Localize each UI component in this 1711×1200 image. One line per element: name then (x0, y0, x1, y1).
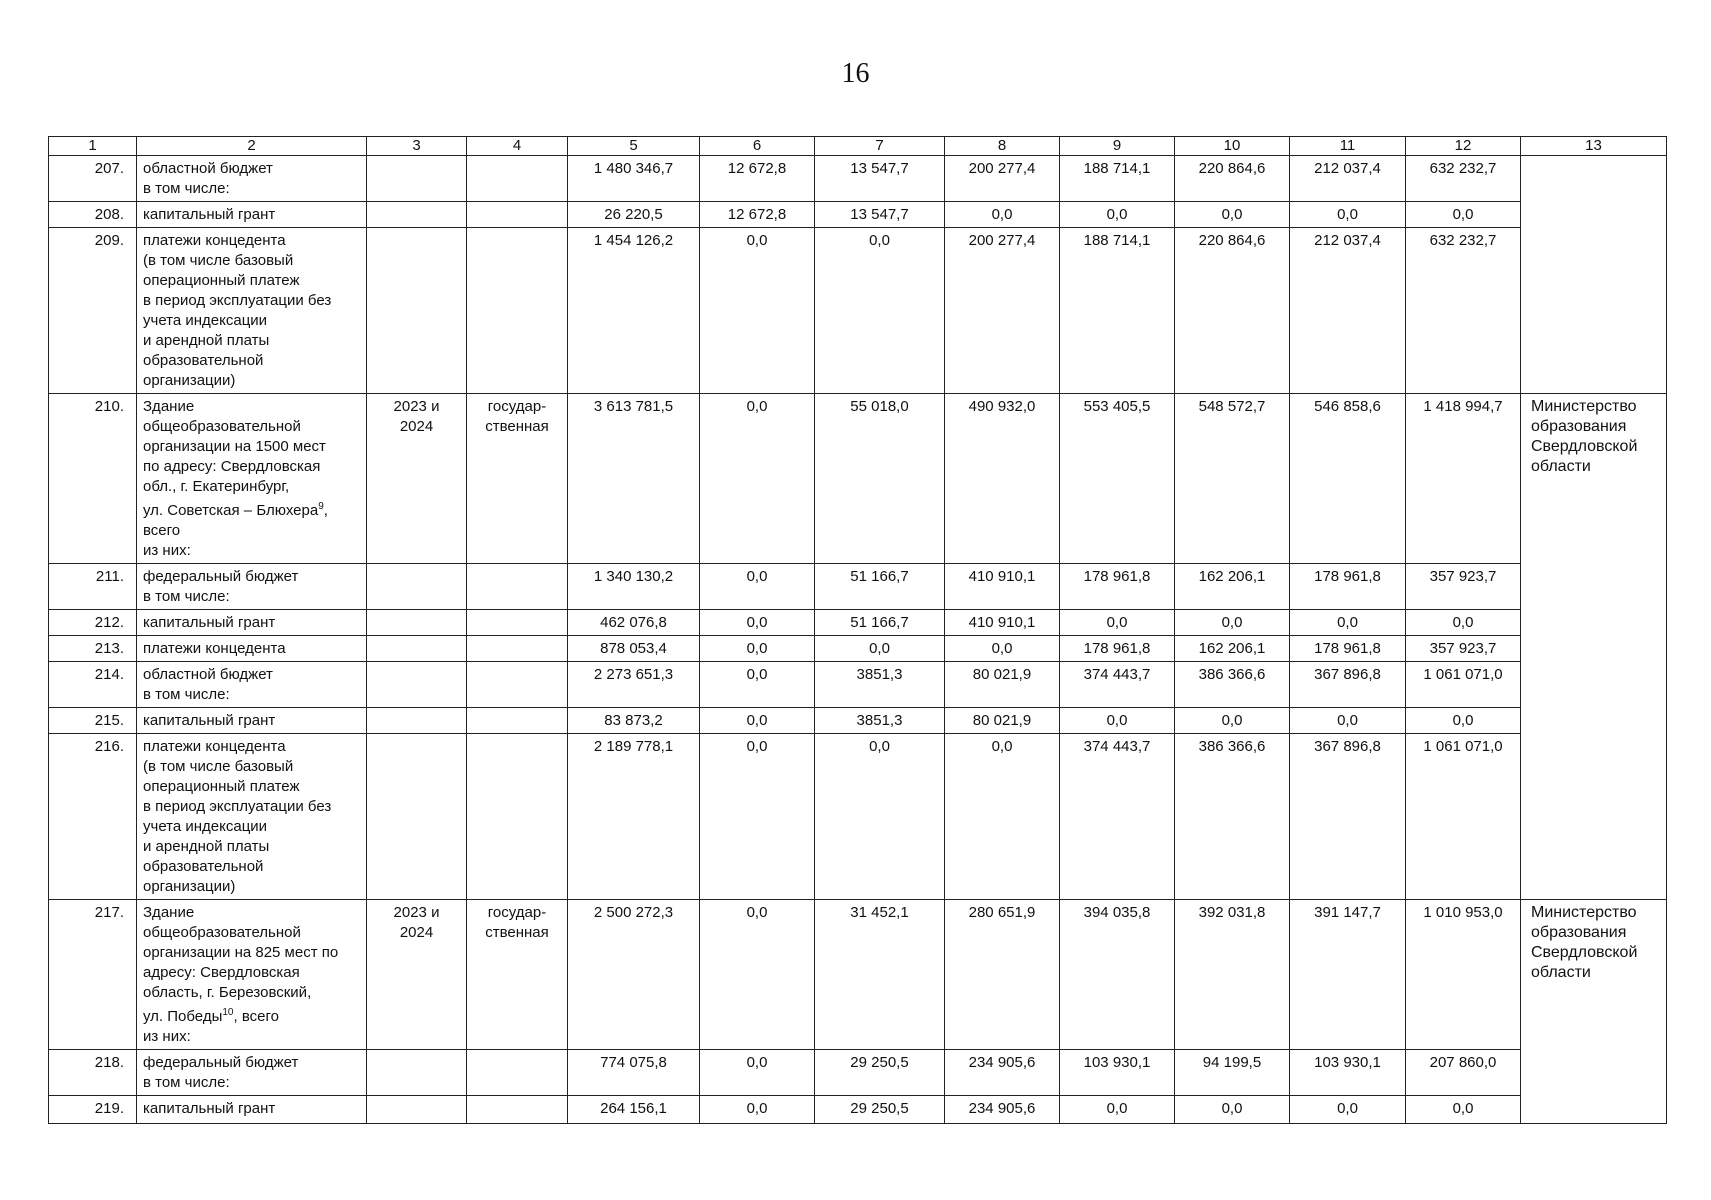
row-value-col-5: 878 053,4 (568, 636, 700, 662)
row-value-col-10: 0,0 (1175, 1096, 1290, 1124)
row-value-col-10: 0,0 (1175, 708, 1290, 734)
row-value-col-9: 188 714,1 (1060, 228, 1175, 394)
row-value-col-6: 0,0 (700, 228, 815, 394)
column-header: 11 (1290, 137, 1406, 156)
row-value-col-11: 178 961,8 (1290, 636, 1406, 662)
row-ownership (467, 662, 568, 708)
row-value-col-9: 374 443,7 (1060, 662, 1175, 708)
row-period (367, 734, 467, 900)
row-description: областной бюджет в том числе: (137, 156, 367, 202)
row-number: 216. (49, 734, 137, 900)
row-value-col-5: 2 500 272,3 (568, 900, 700, 1050)
row-value-col-10: 162 206,1 (1175, 564, 1290, 610)
row-value-col-12: 0,0 (1406, 1096, 1521, 1124)
row-value-col-11: 178 961,8 (1290, 564, 1406, 610)
header-row (49, 137, 1667, 156)
row-value-col-12: 357 923,7 (1406, 564, 1521, 610)
footnote-marker: 10 (222, 1007, 234, 1018)
table-row (49, 610, 1667, 636)
responsible-organization: Министерство образования Свердловской области (1521, 394, 1667, 900)
row-value-col-12: 207 860,0 (1406, 1050, 1521, 1096)
row-value-col-6: 0,0 (700, 564, 815, 610)
row-value-col-10: 392 031,8 (1175, 900, 1290, 1050)
row-ownership (467, 156, 568, 202)
row-ownership (467, 1096, 568, 1124)
row-value-col-9: 178 961,8 (1060, 564, 1175, 610)
row-value-col-12: 1 061 071,0 (1406, 662, 1521, 708)
row-value-col-8: 234 905,6 (945, 1050, 1060, 1096)
table-row (49, 662, 1667, 708)
row-value-col-11: 391 147,7 (1290, 900, 1406, 1050)
row-period (367, 1050, 467, 1096)
row-value-col-12: 1 061 071,0 (1406, 734, 1521, 900)
row-number: 210. (49, 394, 137, 564)
row-value-col-7: 51 166,7 (815, 610, 945, 636)
row-value-col-12: 1 418 994,7 (1406, 394, 1521, 564)
row-value-col-10: 220 864,6 (1175, 156, 1290, 202)
column-header: 8 (945, 137, 1060, 156)
row-description: платежи концедента (в том числе базовый операционный платеж в период эксплуатации без учета индексации и арендной платы образовательной организации) (137, 228, 367, 394)
row-value-col-7: 29 250,5 (815, 1096, 945, 1124)
row-value-col-5: 2 273 651,3 (568, 662, 700, 708)
row-ownership (467, 636, 568, 662)
row-value-col-7: 0,0 (815, 734, 945, 900)
row-value-col-11: 0,0 (1290, 202, 1406, 228)
row-description: федеральный бюджет в том числе: (137, 1050, 367, 1096)
row-value-col-6: 0,0 (700, 1050, 815, 1096)
table-row (49, 1050, 1667, 1096)
row-value-col-7: 31 452,1 (815, 900, 945, 1050)
row-value-col-7: 51 166,7 (815, 564, 945, 610)
row-value-col-8: 80 021,9 (945, 662, 1060, 708)
row-number: 211. (49, 564, 137, 610)
table-row (49, 900, 1667, 1050)
row-value-col-5: 462 076,8 (568, 610, 700, 636)
row-value-col-5: 1 480 346,7 (568, 156, 700, 202)
row-value-col-7: 0,0 (815, 636, 945, 662)
responsible-organization: Министерство образования Свердловской области (1521, 900, 1667, 1124)
row-value-col-8: 0,0 (945, 202, 1060, 228)
row-number: 214. (49, 662, 137, 708)
row-value-col-12: 0,0 (1406, 708, 1521, 734)
row-description: капитальный грант (137, 202, 367, 228)
row-description: капитальный грант (137, 1096, 367, 1124)
row-number: 215. (49, 708, 137, 734)
row-ownership (467, 708, 568, 734)
row-value-col-11: 546 858,6 (1290, 394, 1406, 564)
table-row (49, 708, 1667, 734)
row-value-col-10: 0,0 (1175, 610, 1290, 636)
table-row (49, 394, 1667, 564)
row-period (367, 662, 467, 708)
row-value-col-8: 410 910,1 (945, 564, 1060, 610)
row-value-col-8: 80 021,9 (945, 708, 1060, 734)
row-value-col-5: 83 873,2 (568, 708, 700, 734)
row-value-col-10: 162 206,1 (1175, 636, 1290, 662)
row-value-col-6: 0,0 (700, 708, 815, 734)
column-header: 13 (1521, 137, 1667, 156)
footnote-marker: 9 (318, 501, 324, 512)
row-value-col-10: 548 572,7 (1175, 394, 1290, 564)
row-period (367, 228, 467, 394)
row-value-col-5: 264 156,1 (568, 1096, 700, 1124)
row-value-col-11: 212 037,4 (1290, 228, 1406, 394)
row-value-col-11: 103 930,1 (1290, 1050, 1406, 1096)
row-number: 209. (49, 228, 137, 394)
row-value-col-6: 12 672,8 (700, 202, 815, 228)
row-value-col-6: 0,0 (700, 734, 815, 900)
row-value-col-6: 0,0 (700, 1096, 815, 1124)
row-value-col-9: 394 035,8 (1060, 900, 1175, 1050)
column-header: 4 (467, 137, 568, 156)
column-header: 2 (137, 137, 367, 156)
budget-table (48, 136, 1667, 1124)
row-value-col-9: 374 443,7 (1060, 734, 1175, 900)
column-header: 5 (568, 137, 700, 156)
row-value-col-12: 0,0 (1406, 610, 1521, 636)
row-value-col-6: 0,0 (700, 636, 815, 662)
column-header: 7 (815, 137, 945, 156)
row-value-col-8: 0,0 (945, 636, 1060, 662)
row-number: 207. (49, 156, 137, 202)
row-value-col-11: 0,0 (1290, 708, 1406, 734)
table-row (49, 734, 1667, 900)
row-value-col-9: 0,0 (1060, 202, 1175, 228)
row-value-col-11: 367 896,8 (1290, 734, 1406, 900)
row-value-col-7: 55 018,0 (815, 394, 945, 564)
row-value-col-10: 220 864,6 (1175, 228, 1290, 394)
row-number: 218. (49, 1050, 137, 1096)
row-value-col-11: 212 037,4 (1290, 156, 1406, 202)
row-value-col-6: 0,0 (700, 394, 815, 564)
row-period (367, 156, 467, 202)
column-header: 1 (49, 137, 137, 156)
row-value-col-6: 12 672,8 (700, 156, 815, 202)
row-value-col-5: 26 220,5 (568, 202, 700, 228)
row-description: федеральный бюджет в том числе: (137, 564, 367, 610)
row-number: 212. (49, 610, 137, 636)
row-value-col-8: 490 932,0 (945, 394, 1060, 564)
table-row (49, 636, 1667, 662)
row-value-col-8: 280 651,9 (945, 900, 1060, 1050)
table-row (49, 156, 1667, 202)
row-value-col-10: 386 366,6 (1175, 734, 1290, 900)
row-value-col-12: 632 232,7 (1406, 156, 1521, 202)
row-value-col-9: 188 714,1 (1060, 156, 1175, 202)
row-value-col-7: 0,0 (815, 228, 945, 394)
row-value-col-12: 357 923,7 (1406, 636, 1521, 662)
column-header: 6 (700, 137, 815, 156)
row-value-col-6: 0,0 (700, 662, 815, 708)
row-ownership: государ- ственная (467, 900, 568, 1050)
row-value-col-10: 94 199,5 (1175, 1050, 1290, 1096)
row-description: областной бюджет в том числе: (137, 662, 367, 708)
row-value-col-10: 386 366,6 (1175, 662, 1290, 708)
row-description: капитальный грант (137, 610, 367, 636)
row-ownership (467, 1050, 568, 1096)
row-value-col-9: 553 405,5 (1060, 394, 1175, 564)
row-number: 217. (49, 900, 137, 1050)
row-period (367, 564, 467, 610)
row-ownership (467, 610, 568, 636)
column-header: 3 (367, 137, 467, 156)
row-description: Здание общеобразовательной организации на 1500 мест по адресу: Свердловская обл., г. Екатеринбург, ул. Советская – Блюхера$^9$, всего из них: (137, 394, 367, 564)
row-period (367, 1096, 467, 1124)
column-header: 12 (1406, 137, 1521, 156)
row-description: платежи концедента (в том числе базовый операционный платеж в период эксплуатации без учета индексации и арендной платы образовательной организации) (137, 734, 367, 900)
row-period: 2023 и 2024 (367, 394, 467, 564)
row-value-col-8: 410 910,1 (945, 610, 1060, 636)
row-value-col-6: 0,0 (700, 610, 815, 636)
row-value-col-5: 1 340 130,2 (568, 564, 700, 610)
row-period (367, 610, 467, 636)
row-value-col-8: 200 277,4 (945, 156, 1060, 202)
row-period (367, 636, 467, 662)
row-period (367, 202, 467, 228)
row-value-col-7: 13 547,7 (815, 202, 945, 228)
table-body (49, 137, 1667, 1124)
row-value-col-7: 29 250,5 (815, 1050, 945, 1096)
row-value-col-5: 1 454 126,2 (568, 228, 700, 394)
row-value-col-8: 200 277,4 (945, 228, 1060, 394)
row-value-col-7: 3851,3 (815, 662, 945, 708)
row-value-col-5: 3 613 781,5 (568, 394, 700, 564)
row-value-col-8: 0,0 (945, 734, 1060, 900)
row-value-col-5: 2 189 778,1 (568, 734, 700, 900)
column-header: 9 (1060, 137, 1175, 156)
row-number: 219. (49, 1096, 137, 1124)
row-value-col-9: 0,0 (1060, 1096, 1175, 1124)
row-value-col-11: 0,0 (1290, 610, 1406, 636)
row-description: Здание общеобразовательной организации на 825 мест по адресу: Свердловская область, г. Березовский, ул. Победы$^{10}$, всего из них: (137, 900, 367, 1050)
row-value-col-8: 234 905,6 (945, 1096, 1060, 1124)
row-ownership (467, 734, 568, 900)
row-value-col-9: 178 961,8 (1060, 636, 1175, 662)
row-description: платежи концедента (137, 636, 367, 662)
row-number: 213. (49, 636, 137, 662)
row-ownership (467, 564, 568, 610)
row-value-col-11: 367 896,8 (1290, 662, 1406, 708)
column-header: 10 (1175, 137, 1290, 156)
row-value-col-7: 3851,3 (815, 708, 945, 734)
page-number: 16 (841, 58, 870, 89)
row-value-col-9: 0,0 (1060, 708, 1175, 734)
row-value-col-10: 0,0 (1175, 202, 1290, 228)
row-ownership (467, 228, 568, 394)
table-row (49, 228, 1667, 394)
row-value-col-9: 103 930,1 (1060, 1050, 1175, 1096)
row-ownership (467, 202, 568, 228)
row-period (367, 708, 467, 734)
row-value-col-11: 0,0 (1290, 1096, 1406, 1124)
table-row (49, 1096, 1667, 1124)
responsible-organization (1521, 156, 1667, 394)
row-value-col-6: 0,0 (700, 900, 815, 1050)
row-value-col-12: 1 010 953,0 (1406, 900, 1521, 1050)
row-value-col-12: 632 232,7 (1406, 228, 1521, 394)
row-description: капитальный грант (137, 708, 367, 734)
row-ownership: государ- ственная (467, 394, 568, 564)
row-value-col-7: 13 547,7 (815, 156, 945, 202)
row-value-col-5: 774 075,8 (568, 1050, 700, 1096)
row-value-col-12: 0,0 (1406, 202, 1521, 228)
row-value-col-9: 0,0 (1060, 610, 1175, 636)
table-row (49, 564, 1667, 610)
row-number: 208. (49, 202, 137, 228)
row-period: 2023 и 2024 (367, 900, 467, 1050)
table-row (49, 202, 1667, 228)
